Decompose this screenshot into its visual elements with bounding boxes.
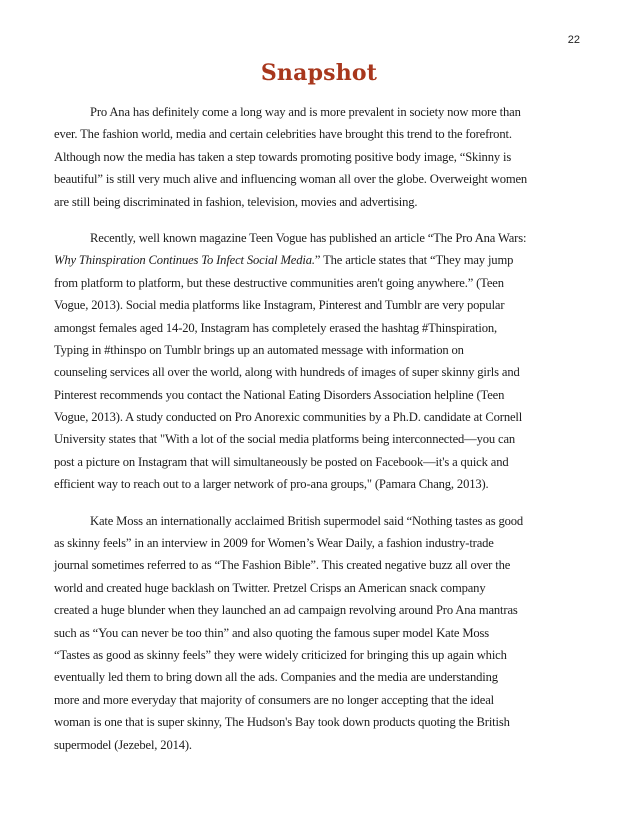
text-line: Pro Ana has definitely come a long way and is more prevalent in society now more than bbox=[90, 105, 521, 119]
text-line-rest: ” The article states that “They may jump bbox=[314, 253, 514, 268]
text-line: as skinny feels” in an interview in 2009 for Women’s Wear Daily, a fashion industry-trade bbox=[54, 536, 494, 551]
paragraph-1 bbox=[54, 101, 586, 213]
paragraph-3 bbox=[54, 510, 586, 756]
text-line: journal sometimes referred to as “The Fashion Bible”. This created negative buzz all over the bbox=[54, 558, 511, 573]
text-line: Pinterest recommends you contact the National Eating Disorders Association helpline (Teen bbox=[54, 387, 505, 402]
text-line: post a picture on Instagram that will simultaneously be posted on Facebook—it's a quick and bbox=[54, 454, 509, 469]
text-line: efficient way to reach out to a larger network of pro-ana groups," (Pamara Chang, 2013). bbox=[54, 477, 489, 492]
text-line: supermodel (Jezebel, 2014). bbox=[54, 737, 192, 752]
text-line: world and created huge backlash on Twitter. Pretzel Crisps an American snack company bbox=[54, 580, 486, 595]
text-line: Kate Moss an internationally acclaimed British supermodel said “Nothing tastes as good bbox=[90, 513, 524, 528]
section-title: Snapshot bbox=[260, 60, 378, 86]
text-line: Although now the media has taken a step towards promoting positive body image, “Skinny is bbox=[54, 149, 512, 164]
paragraph-2 bbox=[54, 227, 586, 496]
text-line: amongst females aged 14-20, Instagram has completely erased the hashtag #Thinspiration, bbox=[54, 320, 497, 335]
text-line: eventually led them to bring down all the ads. Companies and the media are understanding bbox=[54, 670, 498, 685]
text-line: woman is one that is super skinny, The Hudson's Bay took down products quoting the British bbox=[54, 715, 510, 730]
paragraph-gap bbox=[54, 213, 586, 227]
paragraph-gap bbox=[54, 496, 586, 510]
text-line: beautiful” is still very much alive and influencing woman all over the globe. Overweight women bbox=[54, 172, 528, 187]
text-line: Recently, well known magazine Teen Vogue has published an article “The Pro Ana Wars: bbox=[90, 230, 527, 245]
text-line: such as “You can never be too thin” and also quoting the famous super model Kate Moss bbox=[54, 625, 490, 640]
text-line: ever. The fashion world, media and certain celebrities have brought this trend to the forefront. bbox=[54, 127, 512, 142]
page-number: 22 bbox=[567, 34, 580, 46]
text-line: counseling services all over the world, along with hundreds of images of super skinny girls and bbox=[54, 365, 520, 380]
text-line: “Tastes as good as skinny feels” they were widely criticized for bringing this up again which bbox=[54, 647, 507, 662]
text-line: Vogue, 2013). Social media platforms like Instagram, Pinterest and Tumblr are very popular bbox=[54, 298, 505, 313]
text-line bbox=[54, 249, 586, 271]
article-title-italic: Why Thinspiration Continues To Infect Social Media. bbox=[54, 253, 315, 268]
text-line: created a huge blunder when they launched an ad campaign revolving around Pro Ana mantras bbox=[54, 603, 518, 618]
text-line: are still being discriminated in fashion, television, movies and advertising. bbox=[54, 194, 418, 209]
text-line: from platform to platform, but these destructive communities aren't going anywhere.” (Teen bbox=[54, 275, 504, 290]
article-body bbox=[54, 101, 586, 756]
text-line: University states that "With a lot of the social media platforms being interconnected—you can bbox=[54, 432, 516, 447]
text-line: Vogue, 2013). A study conducted on Pro Anorexic communities by a Ph.D. candidate at Cornell bbox=[54, 410, 523, 425]
text-line: Typing in #thinspo on Tumblr brings up an automated message with information on bbox=[54, 342, 464, 357]
text-line: more and more everyday that majority of consumers are no longer accepting that the ideal bbox=[54, 692, 495, 707]
